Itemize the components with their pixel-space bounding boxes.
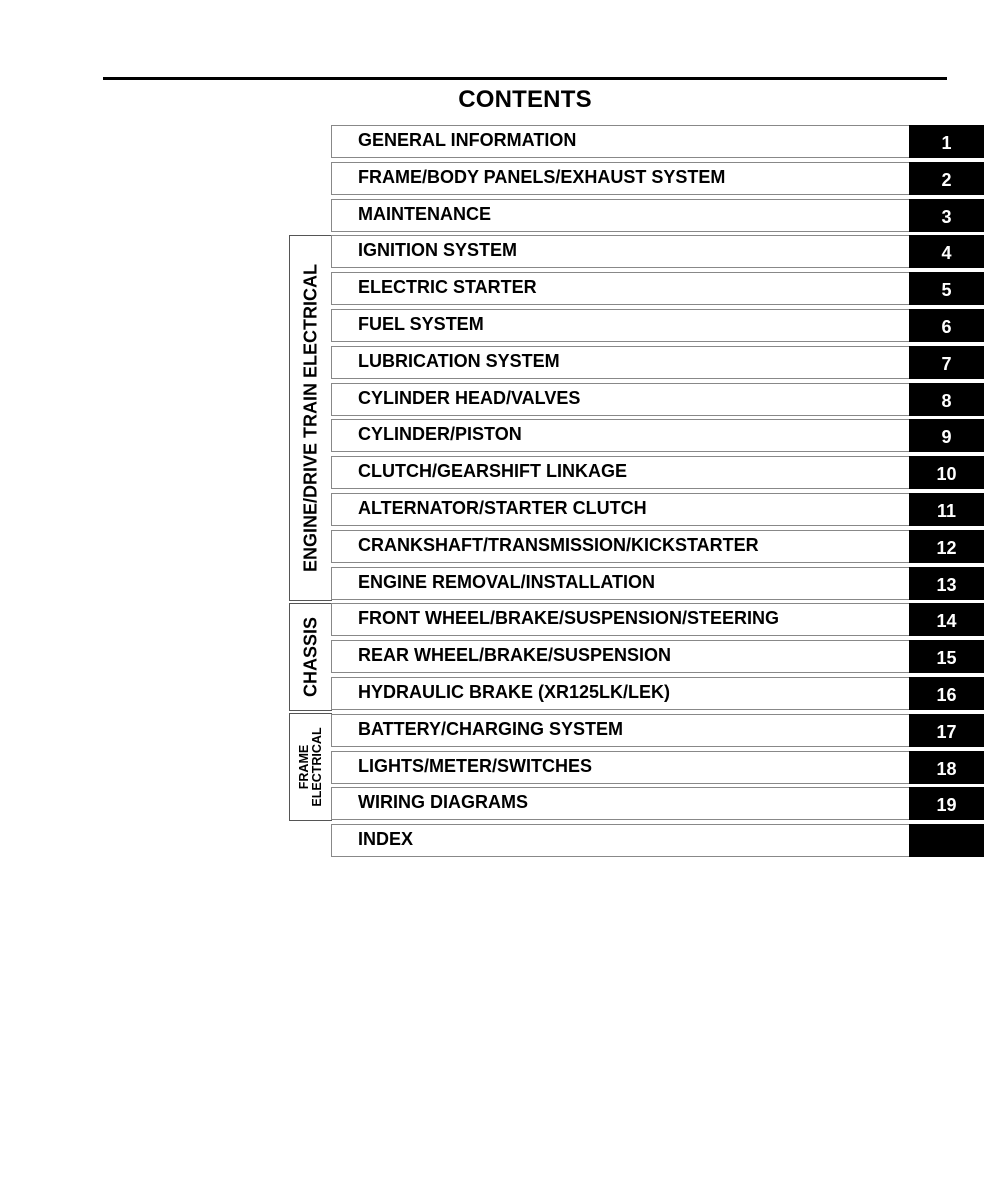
section-tab-number[interactable]: 18 [909, 751, 984, 784]
toc-entry-box [331, 199, 909, 232]
group-label-engine: ENGINE/DRIVE TRAIN ELECTRICAL [300, 263, 321, 573]
toc-row-section-10[interactable] [331, 456, 984, 489]
section-tab-number[interactable]: 14 [909, 603, 984, 636]
toc-entry-box [331, 530, 909, 563]
section-tab-number[interactable]: 15 [909, 640, 984, 673]
toc-entry-label: FUEL SYSTEM [358, 314, 484, 334]
group-chassis [289, 603, 332, 711]
section-tab-number[interactable]: 16 [909, 677, 984, 710]
toc-entry-box [331, 493, 909, 526]
top-divider [103, 77, 947, 80]
toc-entry-label: HYDRAULIC BRAKE (XR125LK/LEK) [358, 682, 671, 702]
section-tab-number[interactable]: 5 [909, 272, 984, 305]
section-tab-number[interactable]: 6 [909, 309, 984, 342]
section-tab-number[interactable]: 10 [909, 456, 984, 489]
toc-entry-box [331, 162, 909, 195]
toc-entry-box [331, 751, 909, 784]
toc-entry-label: INDEX [358, 829, 414, 850]
toc-entry-box [331, 677, 909, 710]
toc-entry-box [331, 309, 909, 342]
toc-entry-box [331, 125, 909, 158]
toc-entry-box [331, 383, 909, 416]
toc-entry-label: LUBRICATION SYSTEM [358, 350, 560, 371]
page-title: CONTENTS [458, 86, 592, 113]
toc-row-section-18[interactable] [331, 751, 984, 784]
toc-entry-label: IGNITION SYSTEM [358, 240, 518, 261]
toc-row-section-14[interactable] [331, 603, 984, 636]
section-tab-number[interactable]: 11 [909, 493, 984, 526]
toc-row-section-19[interactable] [331, 787, 984, 820]
toc-entry-box [331, 714, 909, 747]
toc-entry-label: CYLINDER HEAD/VALVES [358, 387, 581, 408]
section-tab-number[interactable]: 8 [909, 383, 984, 416]
group-label-electrical: ELECTRICAL [310, 727, 324, 807]
toc-row-section-1[interactable] [331, 125, 984, 158]
toc-row-section-9[interactable] [331, 419, 984, 452]
group-label-frame: FRAME [296, 744, 311, 790]
toc-entry-label: FRONT WHEEL/BRAKE/SUSPENSION/STEERING [358, 608, 780, 629]
toc-entry-label: GENERAL INFORMATION [358, 130, 577, 150]
toc-entry-label: LIGHTS/METER/SWITCHES [358, 755, 592, 776]
section-tab-number[interactable]: 9 [909, 419, 984, 452]
toc-row-section-13[interactable] [331, 567, 984, 600]
toc-entry-box [331, 272, 909, 305]
toc-entry-box [331, 346, 909, 379]
toc-entry-label: REAR WHEEL/BRAKE/SUSPENSION [358, 645, 672, 666]
toc-entry-label: WIRING DIAGRAMS [358, 792, 528, 813]
section-tab-number[interactable]: 19 [909, 787, 984, 820]
section-tab-number[interactable] [909, 824, 984, 857]
toc-row-section-11[interactable] [331, 493, 984, 526]
toc-row-section-7[interactable] [331, 346, 984, 379]
toc-entry-box [331, 456, 909, 489]
group-label-frame-electrical [298, 727, 324, 806]
group-label-chassis: CHASSIS [300, 616, 321, 698]
toc-row-section-2[interactable] [331, 162, 984, 195]
section-tab-number[interactable]: 2 [909, 162, 984, 195]
section-tab-number[interactable]: 4 [909, 235, 984, 268]
toc-entry-box [331, 235, 909, 268]
group-engine-drive-train-electrical [289, 235, 332, 601]
toc-entry-label: FRAME/BODY PANELS/EXHAUST SYSTEM [358, 166, 726, 187]
section-tab-number[interactable]: 17 [909, 714, 984, 747]
toc-row-section-3[interactable] [331, 199, 984, 232]
toc-entry-label: CLUTCH/GEARSHIFT LINKAGE [358, 461, 627, 482]
toc-entry-box [331, 824, 909, 857]
section-tab-number[interactable]: 3 [909, 199, 984, 232]
toc-entry-label: ALTERNATOR/STARTER CLUTCH [358, 498, 647, 518]
group-frame-electrical [289, 713, 332, 821]
toc-entry-box [331, 640, 909, 673]
section-tab-number[interactable]: 13 [909, 567, 984, 600]
toc-row-section-index[interactable] [331, 824, 984, 857]
toc-entry-box [331, 787, 909, 820]
toc-row-section-6[interactable] [331, 309, 984, 342]
toc-entry-label: BATTERY/CHARGING SYSTEM [358, 718, 624, 739]
toc-entry-label: ENGINE REMOVAL/INSTALLATION [358, 571, 655, 592]
toc-row-section-15[interactable] [331, 640, 984, 673]
toc-entry-label: CRANKSHAFT/TRANSMISSION/KICKSTARTER [358, 534, 759, 555]
toc-row-section-4[interactable] [331, 235, 984, 268]
toc-row-section-16[interactable] [331, 677, 984, 710]
toc-entry-box [331, 419, 909, 452]
toc-row-section-17[interactable] [331, 714, 984, 747]
toc-entry-box [331, 567, 909, 600]
toc-row-section-12[interactable] [331, 530, 984, 563]
section-tab-number[interactable]: 1 [909, 125, 984, 158]
toc-entry-label: CYLINDER/PISTON [358, 424, 522, 445]
toc-entry-box [331, 603, 909, 636]
toc-entry-label: ELECTRIC STARTER [358, 277, 537, 298]
toc-row-section-8[interactable] [331, 383, 984, 416]
toc-row-section-5[interactable] [331, 272, 984, 305]
section-tab-number[interactable]: 12 [909, 530, 984, 563]
section-tab-number[interactable]: 7 [909, 346, 984, 379]
toc-entry-label: MAINTENANCE [358, 203, 491, 224]
